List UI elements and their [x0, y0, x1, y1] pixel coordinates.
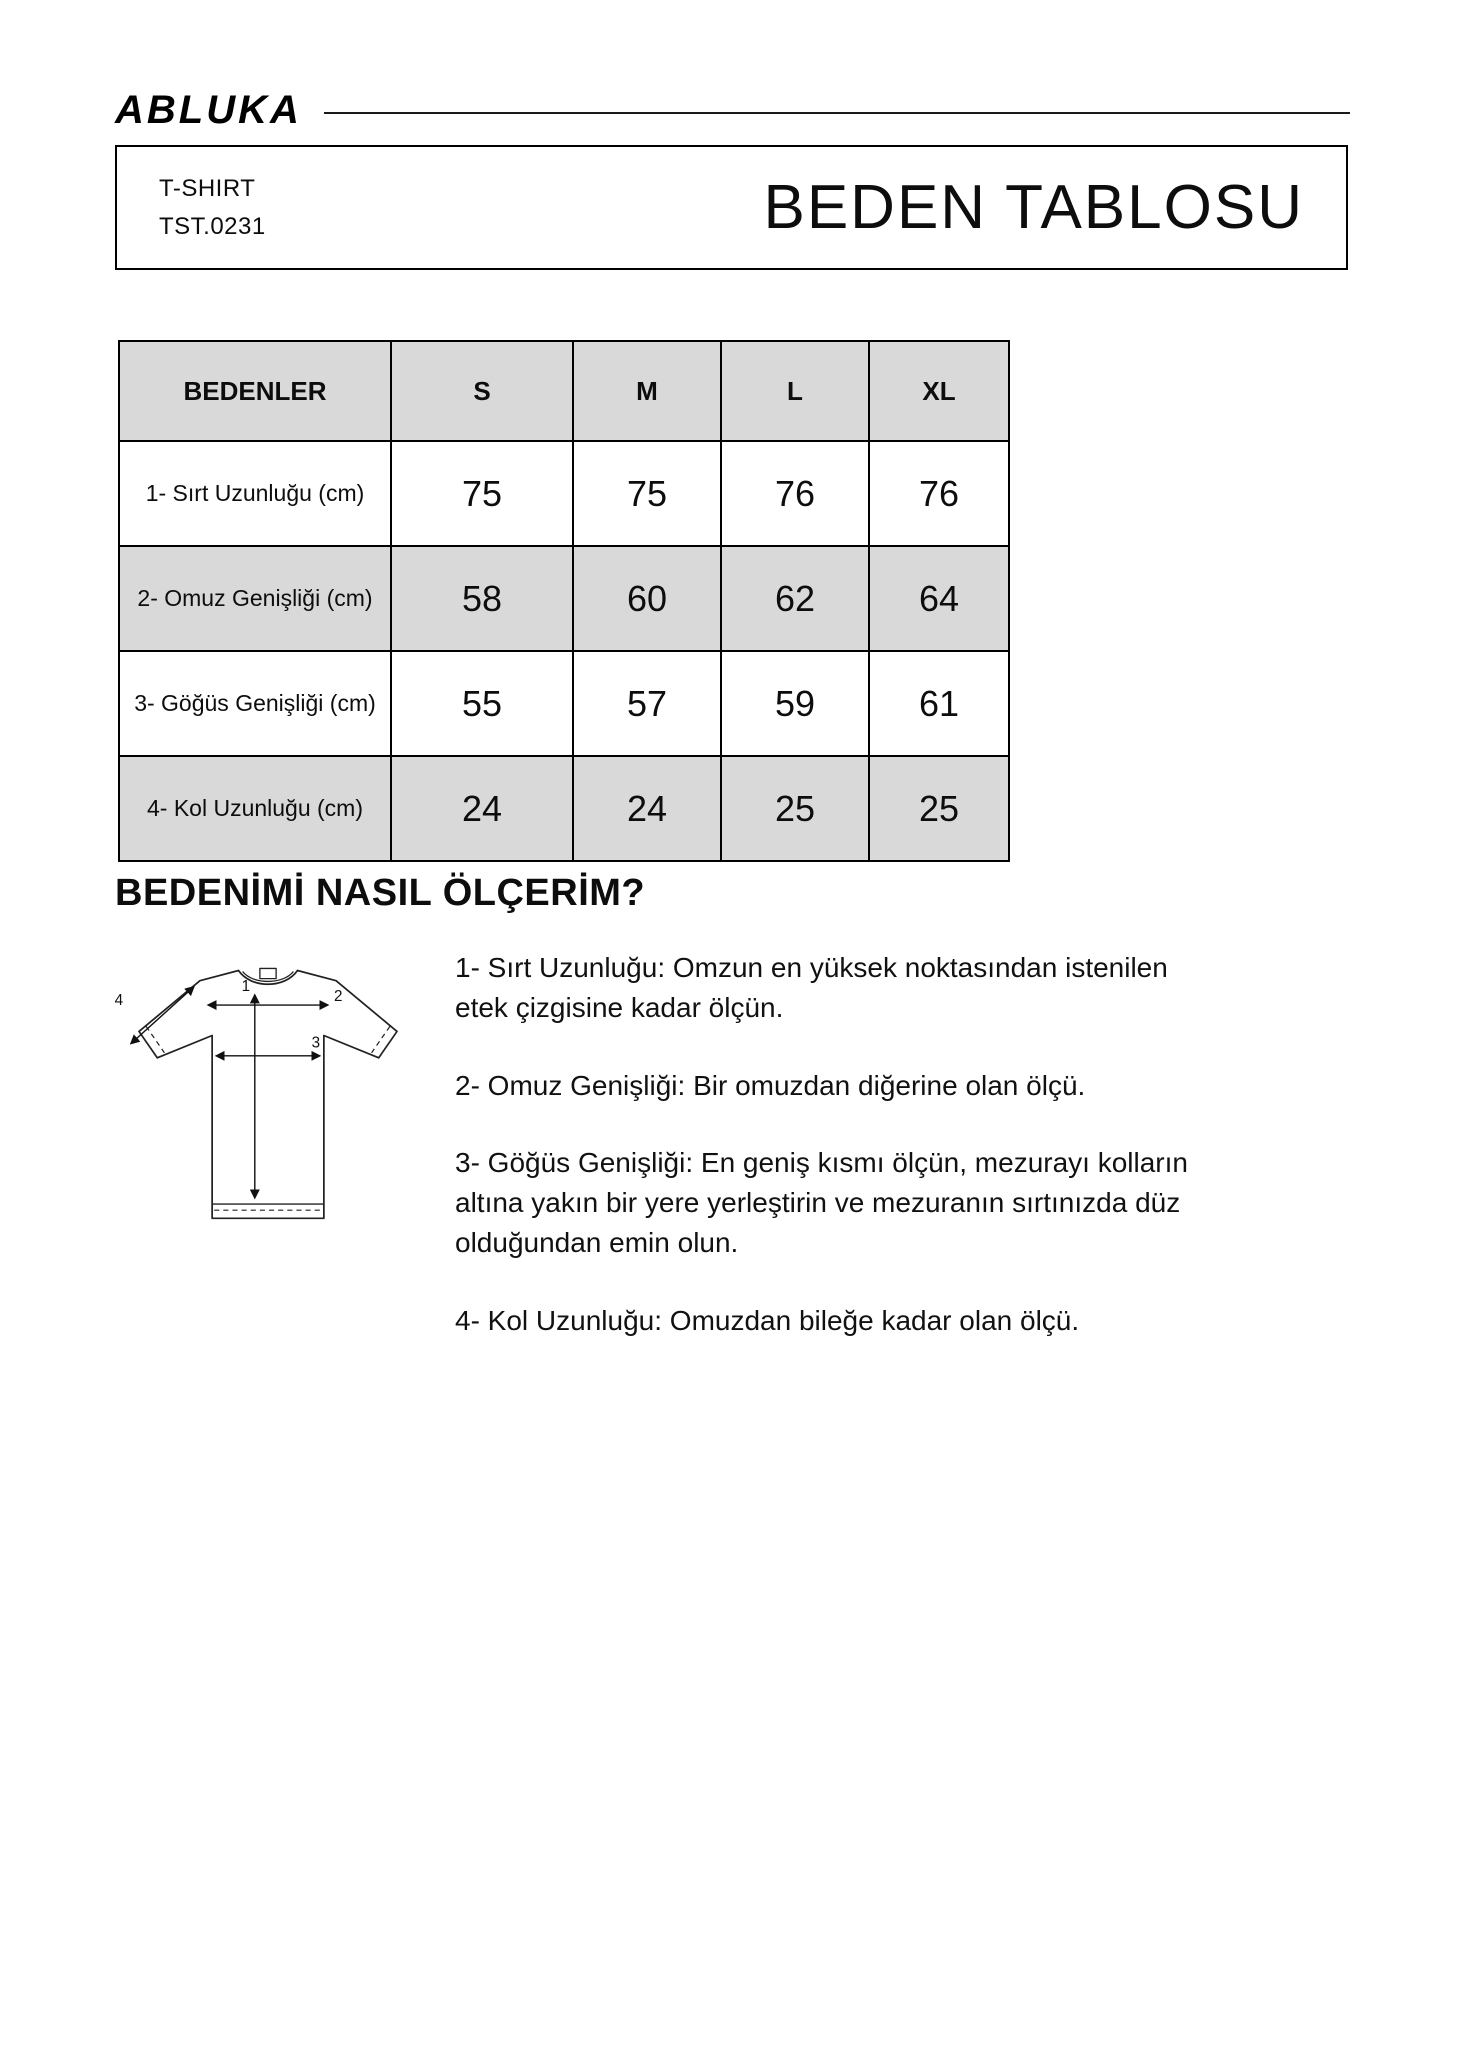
- row-label: 1- Sırt Uzunluğu (cm): [119, 441, 391, 546]
- brand-header: [115, 88, 1350, 133]
- table-row-sleeve-length: [119, 756, 1009, 861]
- size-value: 61: [869, 651, 1009, 756]
- measurement-arrows: [131, 987, 328, 1198]
- brand-logo: ABLUKA: [115, 88, 302, 132]
- table-row-chest-width: [119, 651, 1009, 756]
- size-value: 75: [573, 441, 721, 546]
- row-label: 4- Kol Uzunluğu (cm): [119, 756, 391, 861]
- header-rule: [324, 112, 1350, 114]
- size-value: 58: [391, 546, 573, 651]
- table-row-shoulder-width: [119, 546, 1009, 651]
- column-header-s: S: [391, 341, 573, 441]
- arrow-sleeve-length: [131, 987, 194, 1044]
- instruction-shoulder-width: 2- Omuz Genişliği: Bir omuzdan diğerine olan ölçü.: [455, 1069, 1086, 1101]
- row-label: 2- Omuz Genişliği (cm): [119, 546, 391, 651]
- instruction-back-length: 1- Sırt Uzunluğu: Omzun en yüksek noktasından istenilen etek çizgisine kadar ölçün.: [455, 952, 1168, 1023]
- size-value: 59: [721, 651, 869, 756]
- table-row-back-length: [119, 441, 1009, 546]
- diagram-label-3: 3: [311, 1034, 321, 1052]
- size-value: 62: [721, 546, 869, 651]
- product-info: [159, 175, 266, 241]
- instruction-chest-width: 3- Göğüs Genişliği: En geniş kısmı ölçün, mezurayı kolların altına yakın bir yere yerleştirin ve mezuranın sırtınızda düz olduğundan emin olun.: [455, 1147, 1188, 1258]
- size-value: 25: [869, 756, 1009, 861]
- size-value: 24: [573, 756, 721, 861]
- diagram-label-1: 1: [241, 977, 251, 995]
- instruction-sleeve-length: 4- Kol Uzunluğu: Omuzdan bileğe kadar olan ölçü.: [455, 1304, 1080, 1336]
- size-value: 55: [391, 651, 573, 756]
- row-label: 3- Göğüs Genişliği (cm): [119, 651, 391, 756]
- tshirt-measurement-diagram: [88, 938, 448, 1263]
- diagram-label-4: 4: [114, 992, 124, 1010]
- product-code: TST.0231: [159, 212, 266, 240]
- column-header-xl: XL: [869, 341, 1009, 441]
- size-value: 25: [721, 756, 869, 861]
- tshirt-outline: [139, 968, 397, 1218]
- size-value: 76: [721, 441, 869, 546]
- measure-heading: BEDENİMİ NASIL ÖLÇERİM?: [115, 872, 646, 914]
- size-value: 64: [869, 546, 1009, 651]
- size-value: 57: [573, 651, 721, 756]
- column-header-m: M: [573, 341, 721, 441]
- size-value: 60: [573, 546, 721, 651]
- measure-instructions: [455, 948, 1215, 1340]
- size-value: 76: [869, 441, 1009, 546]
- page-title: BEDEN TABLOSU: [763, 173, 1304, 242]
- column-header-l: L: [721, 341, 869, 441]
- size-value: 24: [391, 756, 573, 861]
- size-table: [118, 340, 1010, 862]
- table-header-row: [119, 341, 1009, 441]
- product-name: T-SHIRT: [159, 174, 256, 202]
- title-box: [115, 145, 1348, 270]
- size-value: 75: [391, 441, 573, 546]
- diagram-label-2: 2: [334, 987, 343, 1005]
- column-header-bedenler: BEDENLER: [119, 341, 391, 441]
